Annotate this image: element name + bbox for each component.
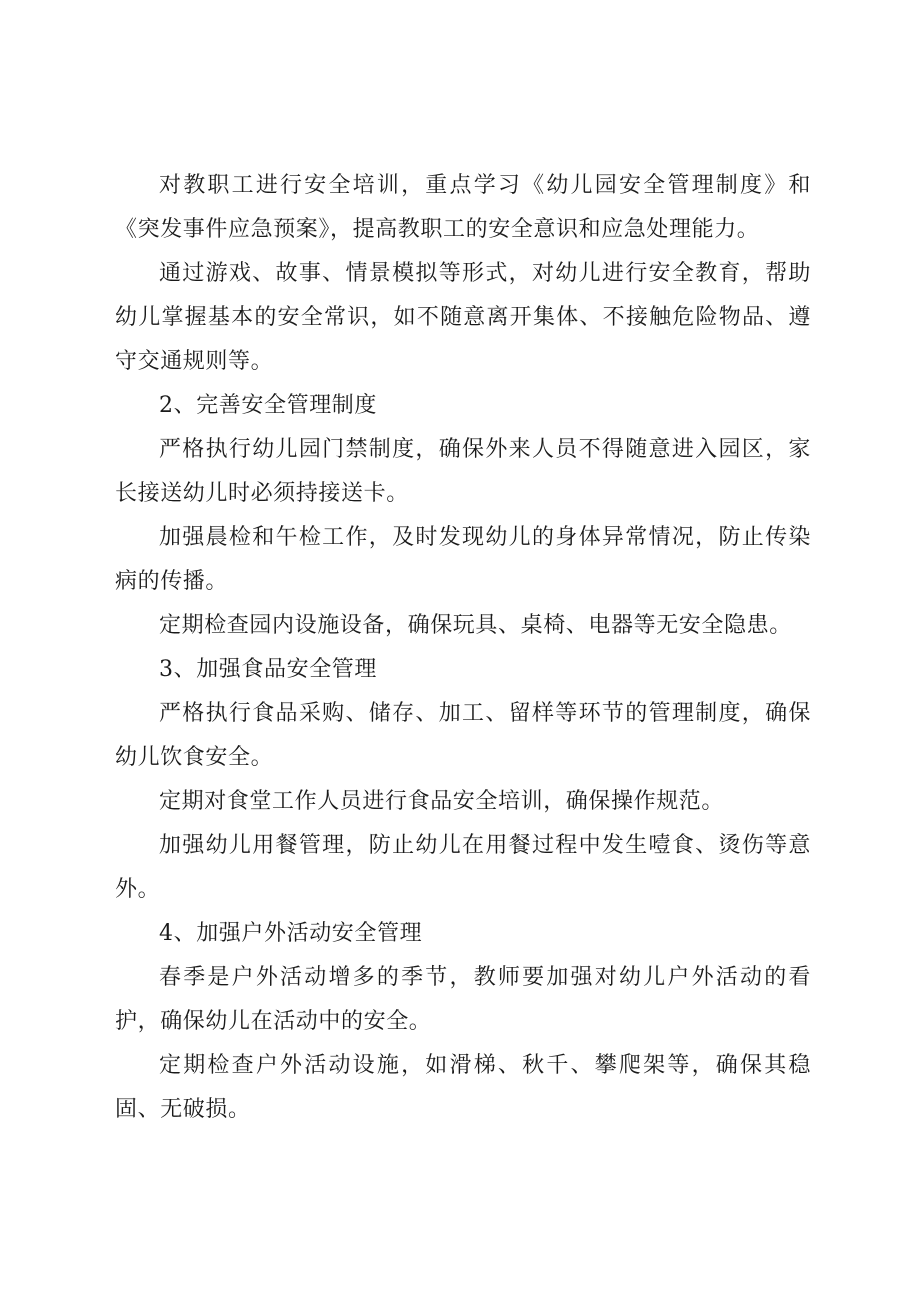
- paragraph-health-check: 加强晨检和午检工作，及时发现幼儿的身体异常情况，防止传染病的传播。: [115, 525, 811, 594]
- paragraph-access-control: 严格执行幼儿园门禁制度，确保外来人员不得随意进入园区，家长接送幼儿时必须持接送卡。: [115, 437, 811, 506]
- paragraph-staff-training: 对教职工进行安全培训，重点学习《幼儿园安全管理制度》和《突发事件应急预案》，提高教职工的安全意识和应急处理能力。: [115, 173, 811, 242]
- heading-food-safety: 3、加强食品安全管理: [159, 657, 377, 682]
- paragraph-child-education: 通过游戏、故事、情景模拟等形式，对幼儿进行安全教育，帮助幼儿掌握基本的安全常识，如不随意离开集体、不接触危险物品、遵守交通规则等。: [115, 261, 811, 374]
- document-body: [115, 164, 811, 1132]
- paragraph-outdoor-facilities: 定期检查户外活动设施，如滑梯、秋千、攀爬架等，确保其稳固、无破损。: [115, 1053, 811, 1122]
- paragraph-canteen-training: 定期对食堂工作人员进行食品安全培训，确保操作规范。: [159, 789, 725, 814]
- heading-management-system: 2、完善安全管理制度: [159, 393, 377, 418]
- paragraph-outdoor-supervision: 春季是户外活动增多的季节，教师要加强对幼儿户外活动的看护，确保幼儿在活动中的安全。: [115, 965, 811, 1034]
- paragraph-food-process: 严格执行食品采购、储存、加工、留样等环节的管理制度，确保幼儿饮食安全。: [115, 701, 811, 770]
- paragraph-facility-check: 定期检查园内设施设备，确保玩具、桌椅、电器等无安全隐患。: [159, 613, 792, 638]
- paragraph-meal-management: 加强幼儿用餐管理，防止幼儿在用餐过程中发生噎食、烫伤等意外。: [115, 833, 811, 902]
- heading-outdoor-safety: 4、加强户外活动安全管理: [159, 921, 423, 946]
